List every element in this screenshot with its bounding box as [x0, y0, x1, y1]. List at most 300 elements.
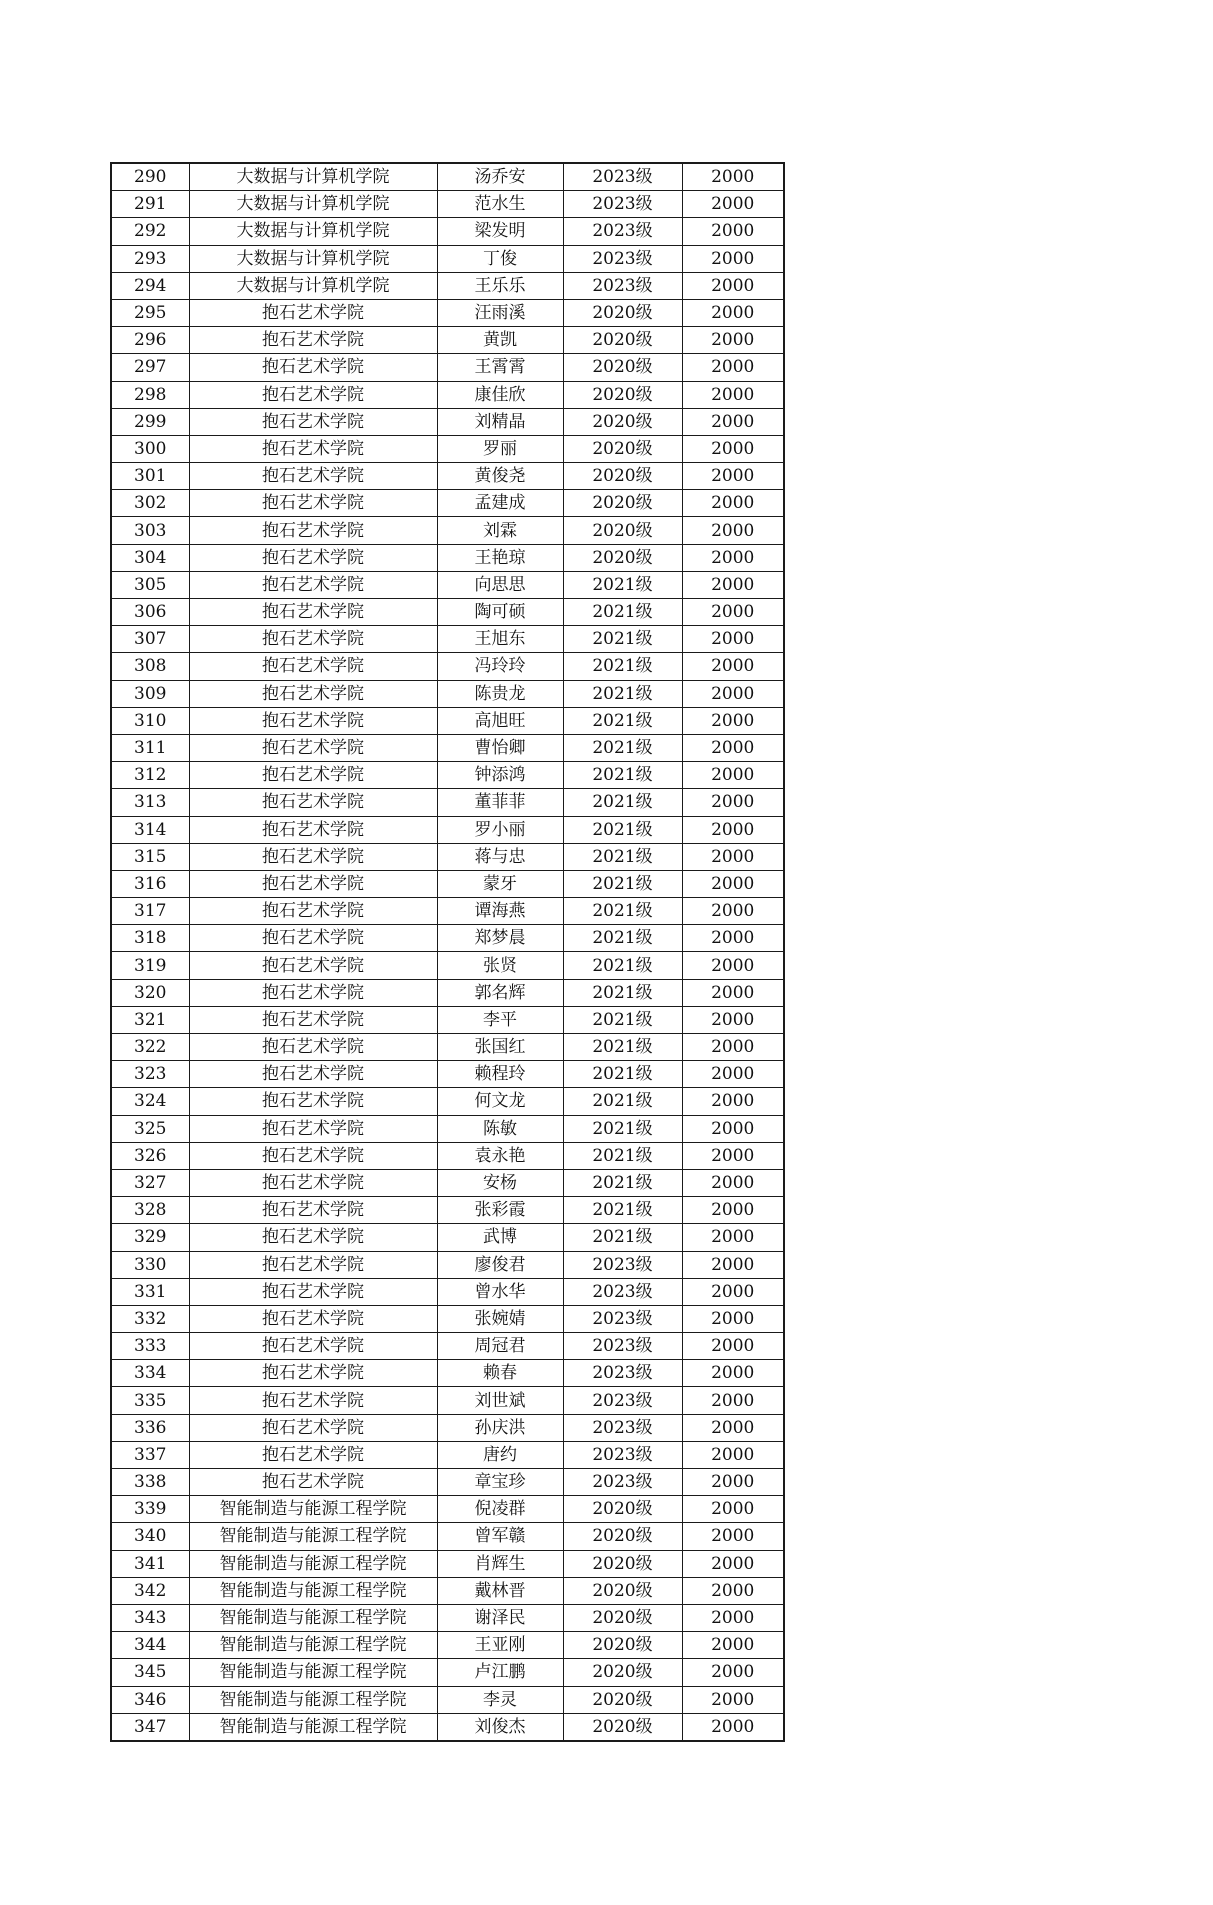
college-cell: 抱石艺术学院 [189, 789, 437, 816]
college-cell: 抱石艺术学院 [189, 435, 437, 462]
college-cell: 抱石艺术学院 [189, 354, 437, 381]
grade-cell: 2023级 [563, 1278, 682, 1305]
grade-cell: 2020级 [563, 1496, 682, 1523]
student-name-cell: 王艳琼 [437, 544, 563, 571]
grade-cell: 2020级 [563, 381, 682, 408]
grade-cell: 2023级 [563, 1251, 682, 1278]
student-name-cell: 冯玲玲 [437, 653, 563, 680]
grade-cell: 2021级 [563, 599, 682, 626]
row-number-cell: 334 [111, 1360, 189, 1387]
row-number-cell: 320 [111, 979, 189, 1006]
table-row [111, 354, 784, 381]
grade-cell: 2020级 [563, 1632, 682, 1659]
row-number-cell: 316 [111, 870, 189, 897]
college-cell: 抱石艺术学院 [189, 1305, 437, 1332]
grade-cell: 2020级 [563, 327, 682, 354]
grade-cell: 2021级 [563, 1169, 682, 1196]
student-name-cell: 郭名辉 [437, 979, 563, 1006]
table-row [111, 762, 784, 789]
student-name-cell: 蒙牙 [437, 870, 563, 897]
amount-cell: 2000 [682, 1441, 784, 1468]
college-cell: 智能制造与能源工程学院 [189, 1632, 437, 1659]
grade-cell: 2023级 [563, 1387, 682, 1414]
row-number-cell: 345 [111, 1659, 189, 1686]
amount-cell: 2000 [682, 1034, 784, 1061]
grade-cell: 2021级 [563, 762, 682, 789]
row-number-cell: 296 [111, 327, 189, 354]
college-cell: 抱石艺术学院 [189, 327, 437, 354]
row-number-cell: 342 [111, 1577, 189, 1604]
student-name-cell: 何文龙 [437, 1088, 563, 1115]
row-number-cell: 295 [111, 299, 189, 326]
amount-cell: 2000 [682, 1414, 784, 1441]
grade-cell: 2020级 [563, 408, 682, 435]
row-number-cell: 298 [111, 381, 189, 408]
student-name-cell: 戴林晋 [437, 1577, 563, 1604]
table-row [111, 1251, 784, 1278]
college-cell: 大数据与计算机学院 [189, 163, 437, 191]
grade-cell: 2020级 [563, 544, 682, 571]
table-row [111, 245, 784, 272]
college-cell: 抱石艺术学院 [189, 762, 437, 789]
row-number-cell: 303 [111, 517, 189, 544]
row-number-cell: 336 [111, 1414, 189, 1441]
amount-cell: 2000 [682, 1061, 784, 1088]
student-name-cell: 章宝珍 [437, 1469, 563, 1496]
grade-cell: 2021级 [563, 898, 682, 925]
row-number-cell: 331 [111, 1278, 189, 1305]
college-cell: 抱石艺术学院 [189, 952, 437, 979]
row-number-cell: 327 [111, 1169, 189, 1196]
row-number-cell: 329 [111, 1224, 189, 1251]
college-cell: 抱石艺术学院 [189, 463, 437, 490]
amount-cell: 2000 [682, 327, 784, 354]
grade-cell: 2021级 [563, 1115, 682, 1142]
table-row [111, 843, 784, 870]
college-cell: 抱石艺术学院 [189, 1333, 437, 1360]
table-row [111, 1278, 784, 1305]
student-name-cell: 罗小丽 [437, 816, 563, 843]
grade-cell: 2023级 [563, 218, 682, 245]
college-cell: 大数据与计算机学院 [189, 191, 437, 218]
grade-cell: 2021级 [563, 1006, 682, 1033]
amount-cell: 2000 [682, 816, 784, 843]
student-name-cell: 张国红 [437, 1034, 563, 1061]
student-name-cell: 李平 [437, 1006, 563, 1033]
row-number-cell: 339 [111, 1496, 189, 1523]
college-cell: 抱石艺术学院 [189, 490, 437, 517]
row-number-cell: 319 [111, 952, 189, 979]
college-cell: 智能制造与能源工程学院 [189, 1659, 437, 1686]
amount-cell: 2000 [682, 789, 784, 816]
roster-table [110, 162, 785, 1742]
amount-cell: 2000 [682, 1333, 784, 1360]
amount-cell: 2000 [682, 245, 784, 272]
row-number-cell: 306 [111, 599, 189, 626]
table-row [111, 1224, 784, 1251]
table-row [111, 544, 784, 571]
row-number-cell: 343 [111, 1604, 189, 1631]
student-name-cell: 黄凯 [437, 327, 563, 354]
grade-cell: 2020级 [563, 517, 682, 544]
college-cell: 抱石艺术学院 [189, 626, 437, 653]
student-name-cell: 汪雨溪 [437, 299, 563, 326]
amount-cell: 2000 [682, 653, 784, 680]
college-cell: 抱石艺术学院 [189, 1088, 437, 1115]
amount-cell: 2000 [682, 1224, 784, 1251]
amount-cell: 2000 [682, 435, 784, 462]
amount-cell: 2000 [682, 1686, 784, 1713]
college-cell: 抱石艺术学院 [189, 408, 437, 435]
college-cell: 抱石艺术学院 [189, 571, 437, 598]
grade-cell: 2021级 [563, 653, 682, 680]
grade-cell: 2021级 [563, 1224, 682, 1251]
grade-cell: 2023级 [563, 1333, 682, 1360]
student-name-cell: 王亚刚 [437, 1632, 563, 1659]
grade-cell: 2020级 [563, 1686, 682, 1713]
grade-cell: 2020级 [563, 1604, 682, 1631]
amount-cell: 2000 [682, 599, 784, 626]
grade-cell: 2021级 [563, 734, 682, 761]
college-cell: 智能制造与能源工程学院 [189, 1713, 437, 1741]
row-number-cell: 344 [111, 1632, 189, 1659]
row-number-cell: 313 [111, 789, 189, 816]
amount-cell: 2000 [682, 1088, 784, 1115]
college-cell: 抱石艺术学院 [189, 599, 437, 626]
amount-cell: 2000 [682, 762, 784, 789]
college-cell: 抱石艺术学院 [189, 1169, 437, 1196]
grade-cell: 2023级 [563, 1414, 682, 1441]
table-row [111, 490, 784, 517]
row-number-cell: 294 [111, 272, 189, 299]
college-cell: 抱石艺术学院 [189, 1006, 437, 1033]
grade-cell: 2020级 [563, 1523, 682, 1550]
row-number-cell: 317 [111, 898, 189, 925]
table-row [111, 626, 784, 653]
table-row [111, 1604, 784, 1631]
college-cell: 抱石艺术学院 [189, 1034, 437, 1061]
row-number-cell: 330 [111, 1251, 189, 1278]
row-number-cell: 333 [111, 1333, 189, 1360]
table-row [111, 299, 784, 326]
college-cell: 抱石艺术学院 [189, 1360, 437, 1387]
grade-cell: 2023级 [563, 163, 682, 191]
amount-cell: 2000 [682, 1496, 784, 1523]
student-name-cell: 张贤 [437, 952, 563, 979]
college-cell: 抱石艺术学院 [189, 925, 437, 952]
amount-cell: 2000 [682, 680, 784, 707]
amount-cell: 2000 [682, 1604, 784, 1631]
row-number-cell: 323 [111, 1061, 189, 1088]
table-row [111, 1305, 784, 1332]
row-number-cell: 307 [111, 626, 189, 653]
grade-cell: 2023级 [563, 1469, 682, 1496]
grade-cell: 2020级 [563, 1550, 682, 1577]
table-row [111, 218, 784, 245]
table-row [111, 1197, 784, 1224]
table-row [111, 1577, 784, 1604]
college-cell: 抱石艺术学院 [189, 1469, 437, 1496]
table-row [111, 517, 784, 544]
grade-cell: 2021级 [563, 1142, 682, 1169]
college-cell: 抱石艺术学院 [189, 707, 437, 734]
row-number-cell: 325 [111, 1115, 189, 1142]
student-name-cell: 倪凌群 [437, 1496, 563, 1523]
table-row [111, 571, 784, 598]
grade-cell: 2021级 [563, 1061, 682, 1088]
student-name-cell: 谭海燕 [437, 898, 563, 925]
row-number-cell: 302 [111, 490, 189, 517]
grade-cell: 2020级 [563, 299, 682, 326]
grade-cell: 2021级 [563, 1197, 682, 1224]
grade-cell: 2021级 [563, 707, 682, 734]
student-name-cell: 蒋与忠 [437, 843, 563, 870]
row-number-cell: 340 [111, 1523, 189, 1550]
student-name-cell: 武博 [437, 1224, 563, 1251]
student-name-cell: 陶可硕 [437, 599, 563, 626]
row-number-cell: 324 [111, 1088, 189, 1115]
college-cell: 抱石艺术学院 [189, 544, 437, 571]
row-number-cell: 322 [111, 1034, 189, 1061]
grade-cell: 2021级 [563, 789, 682, 816]
grade-cell: 2023级 [563, 1441, 682, 1468]
amount-cell: 2000 [682, 1659, 784, 1686]
table-row [111, 1496, 784, 1523]
table-row [111, 1713, 784, 1741]
college-cell: 抱石艺术学院 [189, 1197, 437, 1224]
table-row [111, 1142, 784, 1169]
row-number-cell: 290 [111, 163, 189, 191]
table-row [111, 1686, 784, 1713]
student-name-cell: 刘霖 [437, 517, 563, 544]
amount-cell: 2000 [682, 1197, 784, 1224]
college-cell: 抱石艺术学院 [189, 816, 437, 843]
college-cell: 抱石艺术学院 [189, 1142, 437, 1169]
grade-cell: 2021级 [563, 1034, 682, 1061]
table-row [111, 435, 784, 462]
amount-cell: 2000 [682, 490, 784, 517]
college-cell: 抱石艺术学院 [189, 734, 437, 761]
table-row [111, 979, 784, 1006]
grade-cell: 2021级 [563, 680, 682, 707]
college-cell: 智能制造与能源工程学院 [189, 1686, 437, 1713]
amount-cell: 2000 [682, 1360, 784, 1387]
row-number-cell: 335 [111, 1387, 189, 1414]
amount-cell: 2000 [682, 381, 784, 408]
table-row [111, 870, 784, 897]
student-name-cell: 陈贵龙 [437, 680, 563, 707]
grade-cell: 2023级 [563, 191, 682, 218]
college-cell: 抱石艺术学院 [189, 517, 437, 544]
student-name-cell: 谢泽民 [437, 1604, 563, 1631]
amount-cell: 2000 [682, 1387, 784, 1414]
student-name-cell: 刘俊杰 [437, 1713, 563, 1741]
grade-cell: 2021级 [563, 979, 682, 1006]
grade-cell: 2020级 [563, 1577, 682, 1604]
student-name-cell: 孟建成 [437, 490, 563, 517]
table-row [111, 272, 784, 299]
amount-cell: 2000 [682, 1469, 784, 1496]
amount-cell: 2000 [682, 354, 784, 381]
college-cell: 抱石艺术学院 [189, 898, 437, 925]
table-row [111, 1414, 784, 1441]
row-number-cell: 299 [111, 408, 189, 435]
row-number-cell: 328 [111, 1197, 189, 1224]
row-number-cell: 338 [111, 1469, 189, 1496]
row-number-cell: 301 [111, 463, 189, 490]
amount-cell: 2000 [682, 272, 784, 299]
row-number-cell: 308 [111, 653, 189, 680]
amount-cell: 2000 [682, 1169, 784, 1196]
row-number-cell: 314 [111, 816, 189, 843]
grade-cell: 2021级 [563, 816, 682, 843]
grade-cell: 2020级 [563, 354, 682, 381]
amount-cell: 2000 [682, 571, 784, 598]
college-cell: 智能制造与能源工程学院 [189, 1496, 437, 1523]
amount-cell: 2000 [682, 1305, 784, 1332]
student-name-cell: 郑梦晨 [437, 925, 563, 952]
row-number-cell: 346 [111, 1686, 189, 1713]
student-name-cell: 黄俊尧 [437, 463, 563, 490]
student-name-cell: 王乐乐 [437, 272, 563, 299]
student-name-cell: 张婉婧 [437, 1305, 563, 1332]
row-number-cell: 291 [111, 191, 189, 218]
table-row [111, 707, 784, 734]
amount-cell: 2000 [682, 1523, 784, 1550]
amount-cell: 2000 [682, 1278, 784, 1305]
college-cell: 抱石艺术学院 [189, 1441, 437, 1468]
amount-cell: 2000 [682, 952, 784, 979]
student-name-cell: 袁永艳 [437, 1142, 563, 1169]
table-row [111, 1360, 784, 1387]
college-cell: 抱石艺术学院 [189, 1224, 437, 1251]
amount-cell: 2000 [682, 707, 784, 734]
student-name-cell: 王旭东 [437, 626, 563, 653]
amount-cell: 2000 [682, 191, 784, 218]
table-row [111, 789, 784, 816]
student-name-cell: 王霄霄 [437, 354, 563, 381]
college-cell: 抱石艺术学院 [189, 1115, 437, 1142]
student-name-cell: 孙庆洪 [437, 1414, 563, 1441]
college-cell: 大数据与计算机学院 [189, 245, 437, 272]
row-number-cell: 312 [111, 762, 189, 789]
table-row [111, 599, 784, 626]
amount-cell: 2000 [682, 626, 784, 653]
table-row [111, 1088, 784, 1115]
amount-cell: 2000 [682, 218, 784, 245]
college-cell: 智能制造与能源工程学院 [189, 1523, 437, 1550]
student-name-cell: 廖俊君 [437, 1251, 563, 1278]
table-row [111, 680, 784, 707]
table-row [111, 1659, 784, 1686]
table-row [111, 1006, 784, 1033]
table-row [111, 463, 784, 490]
college-cell: 抱石艺术学院 [189, 680, 437, 707]
student-name-cell: 曾军赣 [437, 1523, 563, 1550]
table-row [111, 1523, 784, 1550]
college-cell: 抱石艺术学院 [189, 1061, 437, 1088]
table-row [111, 1550, 784, 1577]
grade-cell: 2021级 [563, 952, 682, 979]
amount-cell: 2000 [682, 1115, 784, 1142]
grade-cell: 2021级 [563, 925, 682, 952]
student-name-cell: 安杨 [437, 1169, 563, 1196]
table-row [111, 1061, 784, 1088]
college-cell: 大数据与计算机学院 [189, 218, 437, 245]
row-number-cell: 332 [111, 1305, 189, 1332]
student-name-cell: 陈敏 [437, 1115, 563, 1142]
amount-cell: 2000 [682, 544, 784, 571]
table-row [111, 408, 784, 435]
grade-cell: 2023级 [563, 272, 682, 299]
row-number-cell: 326 [111, 1142, 189, 1169]
row-number-cell: 292 [111, 218, 189, 245]
row-number-cell: 347 [111, 1713, 189, 1741]
table-row [111, 734, 784, 761]
amount-cell: 2000 [682, 843, 784, 870]
table-row [111, 653, 784, 680]
amount-cell: 2000 [682, 870, 784, 897]
roster-table-body [111, 163, 784, 1741]
amount-cell: 2000 [682, 925, 784, 952]
college-cell: 抱石艺术学院 [189, 1387, 437, 1414]
student-name-cell: 向思思 [437, 571, 563, 598]
grade-cell: 2023级 [563, 245, 682, 272]
college-cell: 抱石艺术学院 [189, 1414, 437, 1441]
table-row [111, 1333, 784, 1360]
amount-cell: 2000 [682, 1713, 784, 1741]
amount-cell: 2000 [682, 163, 784, 191]
student-name-cell: 曹怡卿 [437, 734, 563, 761]
table-row [111, 1469, 784, 1496]
table-row [111, 1034, 784, 1061]
student-name-cell: 周冠君 [437, 1333, 563, 1360]
grade-cell: 2023级 [563, 1360, 682, 1387]
college-cell: 抱石艺术学院 [189, 1251, 437, 1278]
grade-cell: 2020级 [563, 463, 682, 490]
table-row [111, 1169, 784, 1196]
amount-cell: 2000 [682, 1632, 784, 1659]
grade-cell: 2021级 [563, 843, 682, 870]
row-number-cell: 318 [111, 925, 189, 952]
row-number-cell: 297 [111, 354, 189, 381]
row-number-cell: 293 [111, 245, 189, 272]
college-cell: 抱石艺术学院 [189, 299, 437, 326]
student-name-cell: 曾水华 [437, 1278, 563, 1305]
grade-cell: 2021级 [563, 571, 682, 598]
grade-cell: 2023级 [563, 1305, 682, 1332]
amount-cell: 2000 [682, 517, 784, 544]
college-cell: 抱石艺术学院 [189, 653, 437, 680]
amount-cell: 2000 [682, 979, 784, 1006]
grade-cell: 2021级 [563, 1088, 682, 1115]
row-number-cell: 304 [111, 544, 189, 571]
amount-cell: 2000 [682, 1251, 784, 1278]
amount-cell: 2000 [682, 1006, 784, 1033]
row-number-cell: 300 [111, 435, 189, 462]
row-number-cell: 311 [111, 734, 189, 761]
student-name-cell: 钟添鸿 [437, 762, 563, 789]
table-row [111, 191, 784, 218]
college-cell: 抱石艺术学院 [189, 979, 437, 1006]
table-row [111, 1115, 784, 1142]
student-name-cell: 李灵 [437, 1686, 563, 1713]
student-name-cell: 董菲菲 [437, 789, 563, 816]
student-name-cell: 张彩霞 [437, 1197, 563, 1224]
college-cell: 抱石艺术学院 [189, 1278, 437, 1305]
student-name-cell: 丁俊 [437, 245, 563, 272]
student-name-cell: 赖春 [437, 1360, 563, 1387]
